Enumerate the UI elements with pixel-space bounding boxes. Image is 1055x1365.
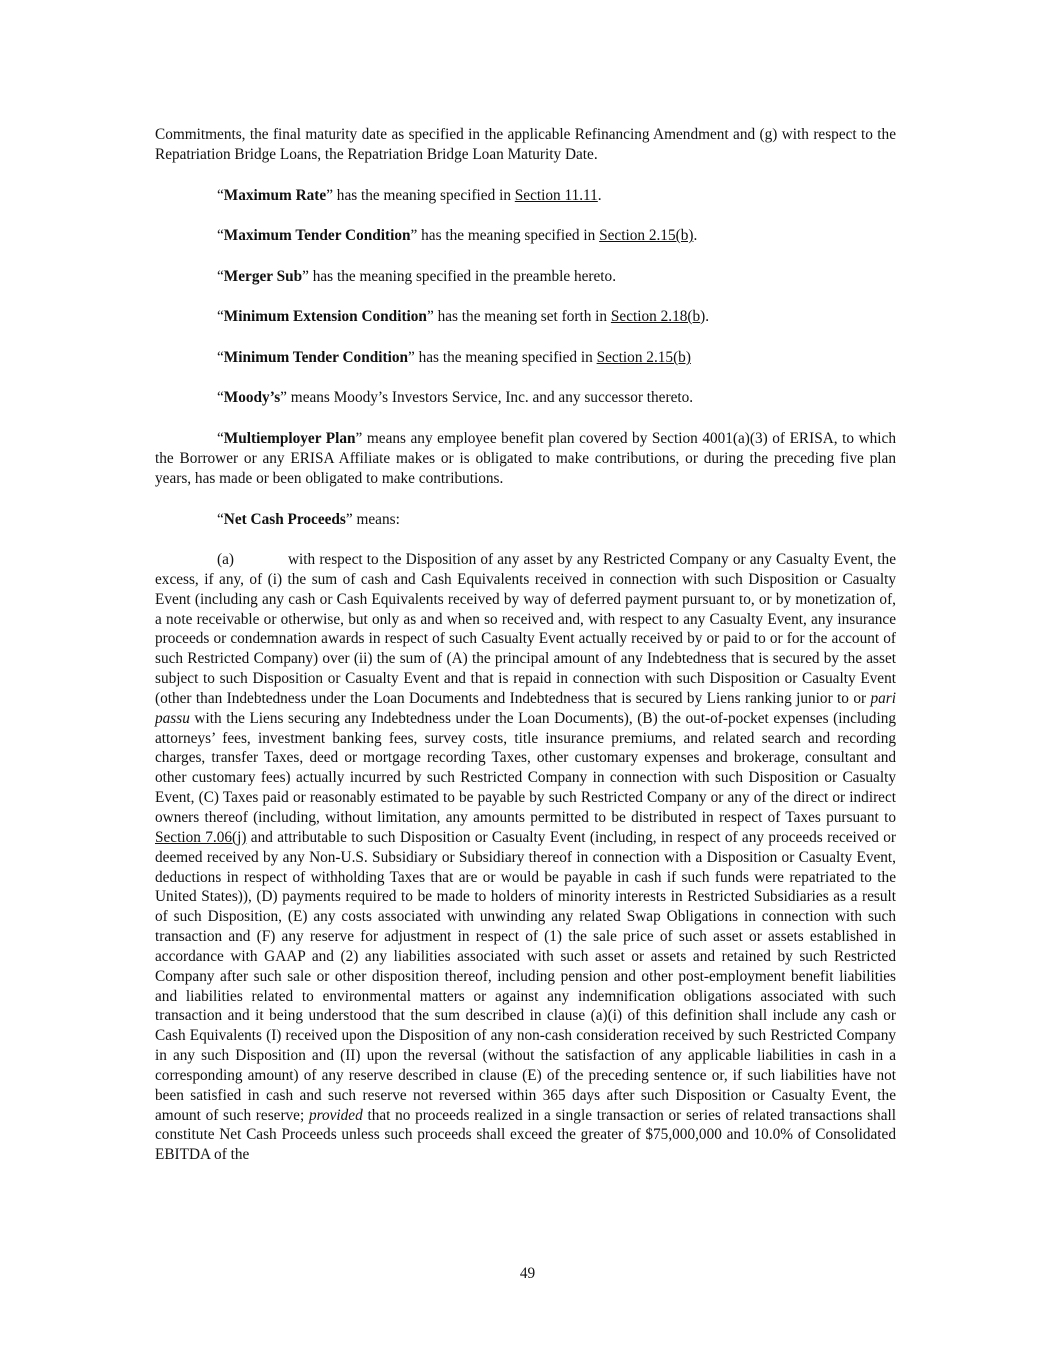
definition-minimum-extension-condition: “Minimum Extension Condition” has the meaning set forth in Section 2.18(b). xyxy=(217,308,710,325)
section-reference: Section 7.06(j) xyxy=(155,828,247,846)
defined-term: Merger Sub xyxy=(223,268,303,285)
definition-net-cash-proceeds: “Net Cash Proceeds” means: xyxy=(217,511,400,528)
defined-term: Moody’s xyxy=(223,389,281,406)
paragraph-continuation: Commitments, the final maturity date as specified in the applicable Refinancing Amendment and (g) with respect to the Repatriation Bridge Loans, the Repatriation Bridge Loan Maturity Date. xyxy=(155,126,896,163)
defined-term: Multiemployer Plan xyxy=(223,430,356,447)
defined-term: Minimum Extension Condition xyxy=(223,308,427,325)
defined-term: Net Cash Proceeds xyxy=(223,511,346,528)
defined-term: Maximum Tender Condition xyxy=(223,227,411,244)
defined-term: Minimum Tender Condition xyxy=(223,349,408,366)
section-reference: Section 2.15(b) xyxy=(599,227,694,244)
definition-maximum-rate: “Maximum Rate” has the meaning specified in Section 11.11. xyxy=(217,187,602,204)
section-reference: Section 11.11 xyxy=(514,187,598,204)
italic-term: provided xyxy=(308,1106,363,1124)
section-reference: Section 2.18(b xyxy=(610,308,701,325)
italic-term: pari passu xyxy=(155,689,896,727)
definition-merger-sub: “Merger Sub” has the meaning specified in the preamble hereto. xyxy=(217,268,617,285)
clause-label: (a) xyxy=(217,551,234,568)
definition-maximum-tender-condition: “Maximum Tender Condition” has the meaning specified in Section 2.15(b). xyxy=(217,227,698,244)
defined-term: Maximum Rate xyxy=(223,187,327,204)
definition-moodys: “Moody’s” means Moody’s Investors Service, Inc. and any successor thereto. xyxy=(217,389,694,406)
page-number: 49 xyxy=(519,1265,536,1282)
definition-minimum-tender-condition: “Minimum Tender Condition” has the meaning specified in Section 2.15(b) xyxy=(217,349,691,366)
clause-a: (a) with respect to the Disposition of any asset by any Restricted Company or any Casualty Event, the excess, if any, of (i) the sum of cash and Cash Equivalents received in connection with such Disposition or Casualty Event (including any cash or Cash Equivalents received by way of deferred payment pursuant to, or by monetization of, a note receivable or otherwise, but only as and when so received and, with respect to any Casualty Event, any insurance proceeds or condemnation awards in respect of such Casualty Event actually received by or paid to or for the account of such Restricted Company) over (ii) the sum of (A) the principal amount of any Indebtedness that is secured by the asset subject to such Disposition or Casualty Event and that is repaid in connection with such Disposition or Casualty Event (other than Indebtedness under the Loan Documents and Indebtedness that is secured by Liens ranking junior to or pari passu with the Liens securing any Indebtedness under the Loan Documents), (B) the out-of-pocket expenses (including attorneys’ fees, investment banking fees, survey costs, title insurance premiums, and related search and recording charges, transfer Taxes, deed or mortgage recording Taxes, other customary expenses and brokerage, consultant and other customary fees) actually incurred by such Restricted Company in connection with such Disposition or Casualty Event, (C) Taxes paid or reasonably estimated to be payable by such Restricted Company or any of the direct or indirect owners thereof (including, without limitation, any amounts permitted to be distributed in respect of Taxes pursuant to Section 7.06(j) and attributable to such Disposition or Casualty Event (including, in respect of any proceeds received or deemed received by any Non-U.S. Subsidiary or Subsidiary thereof in connection with a Disposition or Casualty Event, deductions in respect of withholding Taxes that are or would be payable in cash if such funds were repatriated to the United States)), (D) payments required to be made to holders of minority interests in Restricted Subsidiaries as a result of such Disposition, (E) any costs associated with unwinding any related Swap Obligations in connection with such transaction and (F) any reserve for adjustment in respect of (1) the sale price of such asset or assets established in accordance with GAAP and (2) any liabilities associated with such asset or assets and retained by such Restricted Company after such sale or other disposition thereof, including pension and other post-employment benefit liabilities and liabilities related to environmental matters or against any indemnification obligations associated with such transaction and it being understood that the sum described in clause (a)(i) of this definition shall include any cash or Cash Equivalents (I) received upon the Disposition of any non-cash consideration received by such Restricted Company in any such Disposition and (II) upon the reversal (without the satisfaction of any applicable liabilities in cash in a corresponding amount) of any reserve described in clause (E) of the preceding sentence or, if such liabilities have not been satisfied in cash and such reserve not reversed within 365 days after such Disposition or Casualty Event, the amount of such reserve; provided that no proceeds realized in a single transaction or series of related transactions shall constitute Net Cash Proceeds unless such proceeds shall exceed the greater of $75,000,000 and 10.0% of Consolidated EBITDA of the xyxy=(155,551,896,1164)
section-reference: Section 2.15(b) xyxy=(596,349,691,366)
definition-multiemployer-plan: “Multiemployer Plan” means any employee benefit plan covered by Section 4001(a)(3) of ERISA, to which the Borrower or any ERISA Affiliate makes or is obligated to make contributions, or during the preceding five plan years, has made or been obligated to make contributions. xyxy=(155,430,896,487)
